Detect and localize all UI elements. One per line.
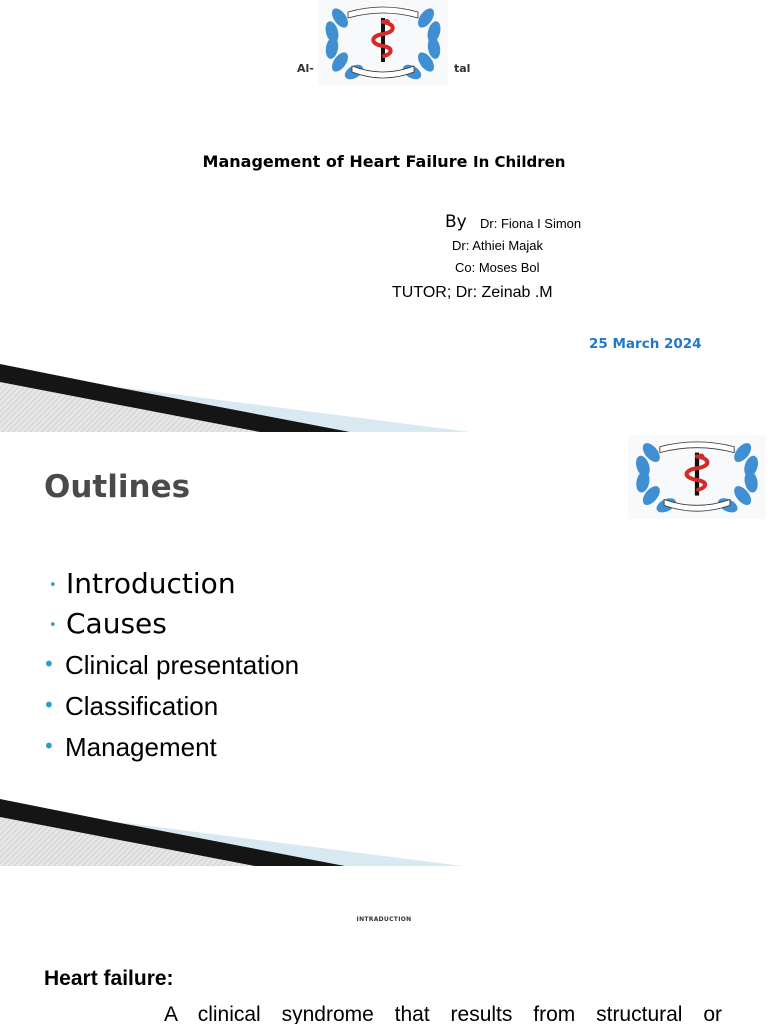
list-item-label: Management bbox=[65, 732, 217, 762]
bullet-icon: • bbox=[49, 618, 57, 633]
hospital-name-right: tal bbox=[454, 62, 471, 75]
author-name: Dr: Fiona I Simon bbox=[480, 216, 582, 231]
title-slide bbox=[0, 0, 768, 433]
swoosh-decoration bbox=[0, 795, 470, 866]
definition-text: A clinical syndrome that results from structural or bbox=[164, 1003, 722, 1024]
list-item-label: Classification bbox=[65, 691, 219, 721]
presentation-title bbox=[0, 152, 768, 171]
introduction-slide bbox=[0, 866, 768, 1024]
outline-slide bbox=[0, 433, 768, 866]
tutor-name: TUTOR; Dr: Zeinab .M bbox=[392, 284, 553, 301]
definition-term: Heart failure: bbox=[44, 967, 174, 990]
list-item-label: Clinical presentation bbox=[65, 650, 300, 680]
ministry-emblem-logo bbox=[628, 435, 766, 519]
ministry-of-health-emblem-icon bbox=[318, 0, 448, 86]
bullet-icon: • bbox=[43, 652, 55, 676]
author-name: Co: Moses Bol bbox=[455, 260, 540, 275]
author-name: Dr: Athiei Majak bbox=[452, 238, 544, 253]
bullet-icon: • bbox=[43, 734, 55, 758]
presentation-date: 25 March 2024 bbox=[589, 336, 702, 352]
by-label: By bbox=[445, 212, 467, 232]
slide-title: Outlines bbox=[44, 469, 191, 505]
section-heading: INTRADUCTION bbox=[356, 916, 412, 923]
title-main: Management of Heart Failure bbox=[202, 152, 474, 171]
title-tail: In Children bbox=[473, 153, 566, 171]
ministry-emblem-logo bbox=[318, 0, 448, 86]
bullet-icon: • bbox=[43, 693, 55, 717]
hospital-name-left: Al- bbox=[297, 62, 314, 75]
ministry-of-health-emblem-icon bbox=[628, 435, 766, 519]
swoosh-decoration bbox=[0, 360, 470, 433]
list-item-label: Introduction bbox=[66, 567, 236, 600]
list-item-label: Causes bbox=[66, 607, 167, 640]
bullet-icon: • bbox=[49, 578, 57, 593]
